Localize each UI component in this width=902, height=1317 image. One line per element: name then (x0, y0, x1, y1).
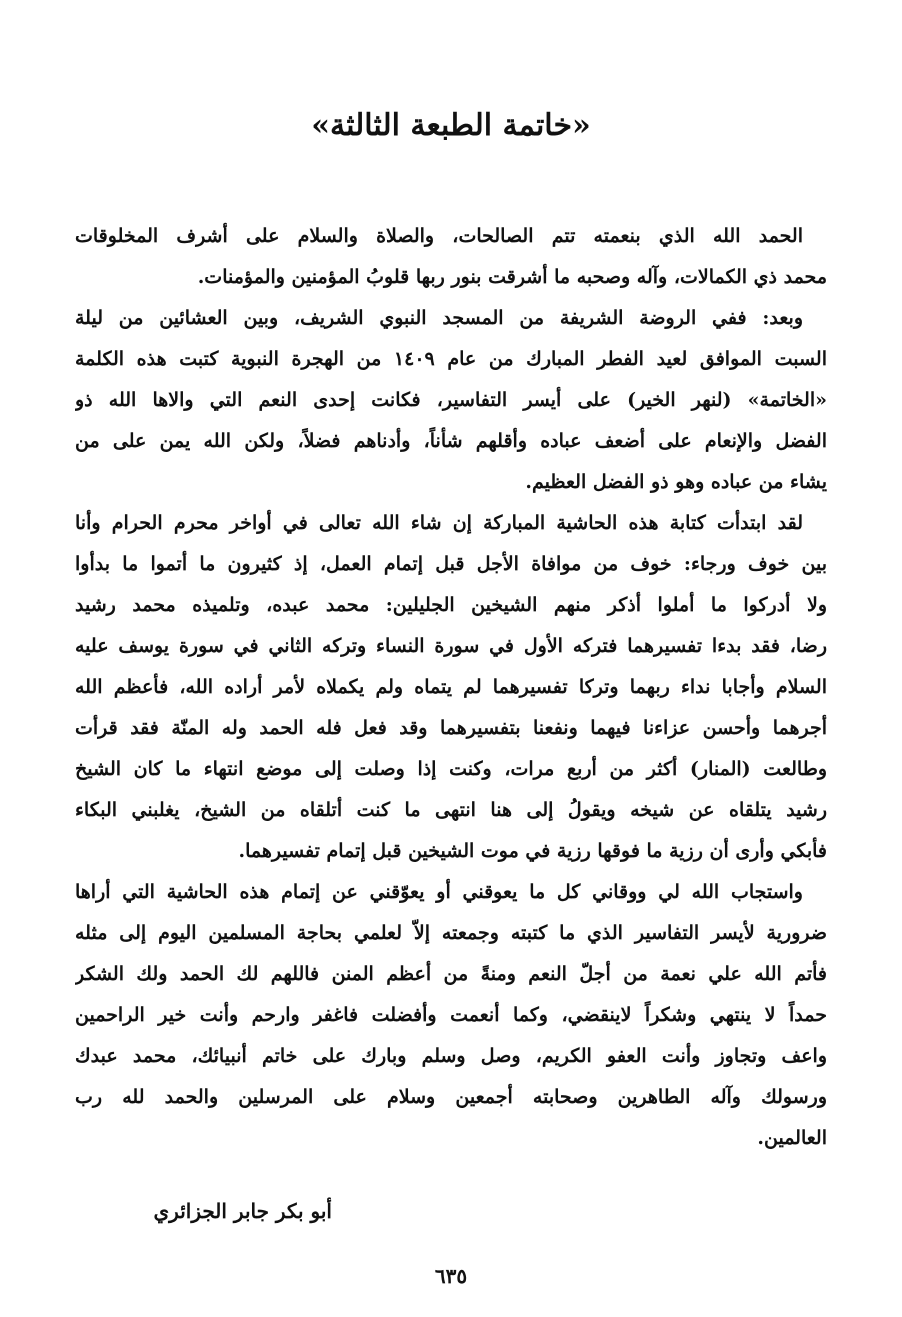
author-signature: أبو بكر جابر الجزائري (153, 1199, 332, 1223)
text-line: فأبكي وأرى أن رزية ما فوقها رزية في موت الشيخين قبل إتمام تفسيرهما. (238, 840, 827, 862)
page-number: ٦٣٥ (434, 1264, 468, 1288)
text-line: محمد ذي الكمالات، وآله وصحبه ما أشرقت بنور ربها قلوبُ المؤمنين والمؤمنات. (197, 266, 827, 288)
text-line: أجرهما وأحسن عزاءنا فيهما ونفعنا بتفسيرهما وقد فعل فله الحمد وله المنّة فقد قرأت (75, 717, 827, 739)
body-text (75, 216, 827, 1159)
text-line: لقد ابتدأت كتابة هذه الحاشية المباركة إن شاء الله تعالى في أواخر محرم الحرام وأنا (75, 512, 803, 534)
text-line: السلام وأجابا نداء ربهما وتركا تفسيرهما لم يتماه ولم يكملاه لأمر أراده الله، فأعظم الله (75, 676, 827, 698)
text-line: بين خوف ورجاء: خوف من موافاة الأجل قبل إتمام العمل، إذ كثيرون ما أتموا ما بدأوا (75, 553, 827, 575)
text-line: واعف وتجاوز وأنت العفو الكريم، وصل وسلم وبارك على خاتم أنبيائك، محمد عبدك (75, 1045, 827, 1067)
text-line: حمداً لا ينتهي وشكراً لاينقضي، وكما أنعمت وأفضلت فاغفر وارحم وأنت خير الراحمين (75, 1004, 827, 1026)
text-line: يشاء من عباده وهو ذو الفضل العظيم. (525, 471, 827, 493)
text-line: ضرورية لأيسر التفاسير الذي ما كتبته وجمعته إلاّ لعلمي بحاجة المسلمين اليوم إلى مثله (75, 922, 827, 944)
text-line: السبت الموافق لعيد الفطر المبارك من عام ١٤٠٩ من الهجرة النبوية كتبت هذه الكلمة (75, 348, 827, 370)
text-line: واستجاب الله لي ووقاني كل ما يعوقني أو يعوّقني عن إتمام هذه الحاشية التي أراها (75, 881, 803, 903)
text-line: ورسولك وآله الطاهرين وصحابته أجمعين وسلام على المرسلين والحمد لله رب (75, 1086, 827, 1108)
page-title: «خاتمة الطبعة الثالثة» (311, 108, 591, 143)
text-line: ولا أدركوا ما أملوا أذكر منهم الشيخين الجليلين: محمد عبده، وتلميذه محمد رشيد (75, 594, 827, 616)
text-line: العالمين. (757, 1127, 827, 1149)
text-line: الفضل والإنعام على أضعف عباده وأقلهم شأناً، وأدناهم فضلاً، ولكن الله يمن على من (75, 430, 827, 452)
text-line: رضا، فقد بدءا تفسيرهما فتركه الأول في سورة النساء وتركه الثاني في سورة يوسف عليه (75, 635, 827, 657)
text-line: «الخاتمة» (لنهر الخير) على أيسر التفاسير، فكانت إحدى النعم التي والاها الله ذو (75, 389, 827, 411)
text-line: وبعد: ففي الروضة الشريفة من المسجد النبوي الشريف، وبين العشائين من ليلة (75, 307, 803, 329)
text-line: رشيد يتلقاه عن شيخه ويقولُ إلى هنا انتهى ما كنت أتلقاه من الشيخ، يغلبني البكاء (75, 799, 827, 821)
text-line: فأتم الله علي نعمة من أجلّ النعم ومنةً من أعظم المنن فاللهم لك الحمد ولك الشكر (75, 963, 827, 985)
text-line: الحمد الله الذي بنعمته تتم الصالحات، والصلاة والسلام على أشرف المخلوقات (75, 225, 803, 247)
text-line: وطالعت (المنار) أكثر من أربع مرات، وكنت إذا وصلت إلى موضع انتهاء ما كان الشيخ (75, 758, 827, 780)
